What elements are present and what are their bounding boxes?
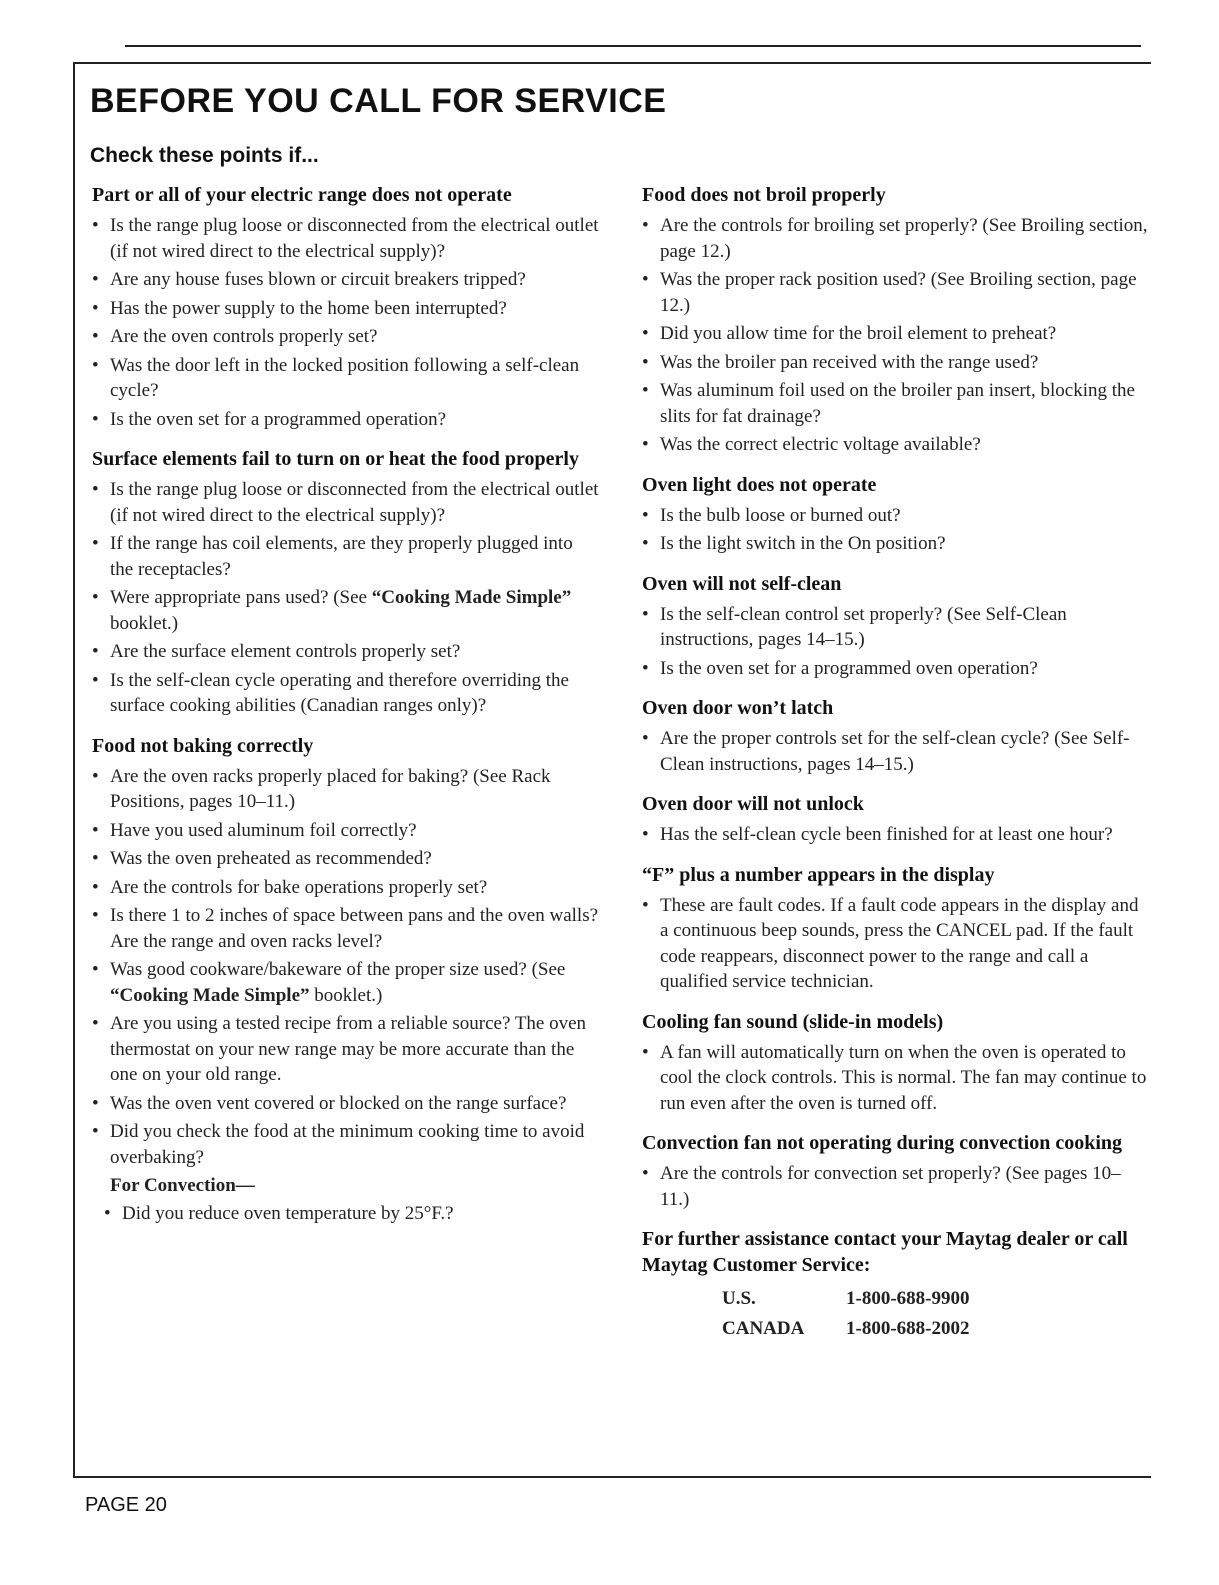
section-heading: Oven will not self-clean — [642, 572, 842, 595]
section-heading: Food does not broil properly — [642, 184, 886, 206]
booklet-title: “Cooking Made Simple” — [110, 984, 310, 1006]
list-item: • Are the controls for broiling set properly? (See Broiling section, page 12.) — [642, 213, 1148, 264]
section-food-not-baking — [92, 733, 600, 1227]
list-item: • Was the door left in the locked position following a self-clean cycle? — [92, 353, 600, 404]
list-item: • A fan will automatically turn on when the oven is operated to cool the clock controls. This is normal. The fan may continue to run even after the oven is turned off. — [642, 1040, 1148, 1117]
section-cooling-fan — [642, 1009, 1148, 1117]
contact-heading: For further assistance contact your Maytag dealer or call Maytag Customer Service: — [642, 1228, 1128, 1276]
section-heading: Oven door will not unlock — [642, 793, 864, 815]
booklet-title: “Cooking Made Simple” — [371, 587, 572, 608]
list-item: • Is there 1 to 2 inches of space between pans and the oven walls? Are the range and oven racks level? — [92, 903, 600, 954]
list-item: • Has the power supply to the home been interrupted? — [92, 296, 600, 322]
list-item: • Are you using a tested recipe from a reliable source? The oven thermostat on your new range may be more accurate than the one on your old range. — [92, 1011, 600, 1088]
list-item-text: booklet.) — [110, 612, 179, 634]
section-heading: Oven door won’t latch — [642, 697, 834, 719]
list-item: • Are the oven racks properly placed for baking? (See Rack Positions, pages 10–11.) — [92, 764, 600, 815]
bullet-list — [642, 893, 1148, 995]
phone-number: 1-800-688-9900 — [846, 1288, 970, 1309]
list-item: • Did you check the food at the minimum cooking time to avoid overbaking? — [92, 1119, 600, 1170]
section-heading: Part or all of your electric range does not operate — [92, 184, 512, 206]
bullet-list — [642, 726, 1148, 777]
list-item-text: Were appropriate pans used? (See — [110, 587, 372, 608]
list-item: • Was the correct electric voltage available? — [642, 432, 1148, 458]
left-column — [92, 182, 600, 1240]
phone-row-canada — [642, 1314, 1148, 1344]
bullet-list — [642, 213, 1148, 458]
section-range-not-operate — [92, 182, 600, 432]
list-item: • Did you reduce oven temperature by 25°F.? — [104, 1201, 600, 1227]
list-item-text: booklet.) — [309, 984, 383, 1006]
section-door-unlock — [642, 791, 1148, 848]
bullet-list — [92, 213, 600, 432]
section-surface-elements — [92, 446, 600, 719]
section-heading: Oven light does not operate — [642, 473, 877, 496]
list-item: • Are the oven controls properly set? — [92, 324, 600, 350]
section-fault-codes — [642, 862, 1148, 995]
list-item: • Has the self-clean cycle been finished for at least one hour? — [642, 822, 1148, 848]
bullet-list — [92, 1201, 600, 1227]
right-column — [642, 182, 1148, 1344]
list-item: • Is the self-clean cycle operating and therefore overriding the surface cooking abilities (Canadian ranges only)? — [92, 668, 600, 719]
list-item: • Are any house fuses blown or circuit breakers tripped? — [92, 267, 600, 293]
list-item: • Have you used aluminum foil correctly? — [92, 818, 600, 844]
page-number: PAGE 20 — [85, 1494, 167, 1516]
bullet-list — [642, 602, 1148, 682]
page-subtitle: Check these points if... — [90, 144, 319, 167]
bullet-list — [642, 822, 1148, 848]
list-item-text: Was good cookware/bakeware of the proper size used? (See — [110, 959, 566, 980]
list-item: • Are the proper controls set for the self-clean cycle? (See Self-Clean instructions, pages 14–15.) — [642, 726, 1148, 777]
bullet-list — [92, 477, 600, 719]
list-item: • Is the oven set for a programmed operation? — [92, 407, 600, 433]
section-self-clean — [642, 571, 1148, 682]
list-item: • If the range has coil elements, are they properly plugged into the receptacles? — [92, 531, 600, 582]
bullet-list — [642, 503, 1148, 557]
top-rule — [125, 45, 1141, 47]
list-item: • Is the self-clean control set properly? (See Self-Clean instructions, pages 14–15.) — [642, 602, 1148, 653]
list-item: • Was the oven preheated as recommended? — [92, 846, 600, 872]
country-label: CANADA — [722, 1318, 805, 1339]
list-item: • These are fault codes. If a fault code appears in the display and a continuous beep sounds, press the CANCEL pad. If the fault code reappears, disconnect power to the range and call a qualified service technician. — [642, 893, 1148, 995]
list-item: • Did you allow time for the broil element to preheat? — [642, 321, 1148, 347]
list-item: • Are the surface element controls properly set? — [92, 639, 600, 665]
phone-number: 1-800-688-2002 — [846, 1318, 970, 1339]
bullet-list — [92, 764, 600, 1171]
page-title: BEFORE YOU CALL FOR SERVICE — [90, 82, 667, 120]
section-heading: Food not baking correctly — [92, 734, 314, 757]
country-label: U.S. — [722, 1288, 756, 1309]
list-item: • Was the broiler pan received with the range used? — [642, 350, 1148, 376]
section-heading: Convection fan not operating during convection cooking — [642, 1132, 1123, 1154]
list-item: • Was the proper rack position used? (See Broiling section, page 12.) — [642, 267, 1148, 318]
section-oven-light — [642, 472, 1148, 557]
list-item: • Is the range plug loose or disconnected from the electrical outlet (if not wired direct to the electrical supply)? — [92, 477, 600, 528]
section-convection-fan — [642, 1130, 1148, 1212]
list-item: • Is the range plug loose or disconnected from the electrical outlet (if not wired direct to the electrical supply)? — [92, 213, 600, 264]
bullet-list — [642, 1161, 1148, 1212]
list-item: • Is the light switch in the On position? — [642, 531, 1148, 557]
list-item: • Are the controls for bake operations properly set? — [92, 875, 600, 901]
section-heading: Surface elements fail to turn on or heat the food properly — [92, 448, 579, 470]
section-broil — [642, 182, 1148, 458]
list-item: • Are the controls for convection set properly? (See pages 10–11.) — [642, 1161, 1148, 1212]
list-item: • Is the oven set for a programmed oven operation? — [642, 656, 1148, 682]
section-heading: “F” plus a number appears in the display — [642, 863, 995, 886]
list-item: • Is the bulb loose or burned out? — [642, 503, 1148, 529]
list-item: • Was the oven vent covered or blocked on the range surface? — [92, 1091, 600, 1117]
list-item — [92, 585, 600, 636]
convection-subheading: For Convection— — [110, 1175, 255, 1196]
bullet-list — [642, 1040, 1148, 1117]
section-door-latch — [642, 695, 1148, 777]
phone-row-us — [642, 1284, 1148, 1314]
list-item: • Was aluminum foil used on the broiler pan insert, blocking the slits for fat drainage? — [642, 378, 1148, 429]
section-heading: Cooling fan sound (slide-in models) — [642, 1010, 944, 1033]
list-item — [92, 957, 600, 1008]
